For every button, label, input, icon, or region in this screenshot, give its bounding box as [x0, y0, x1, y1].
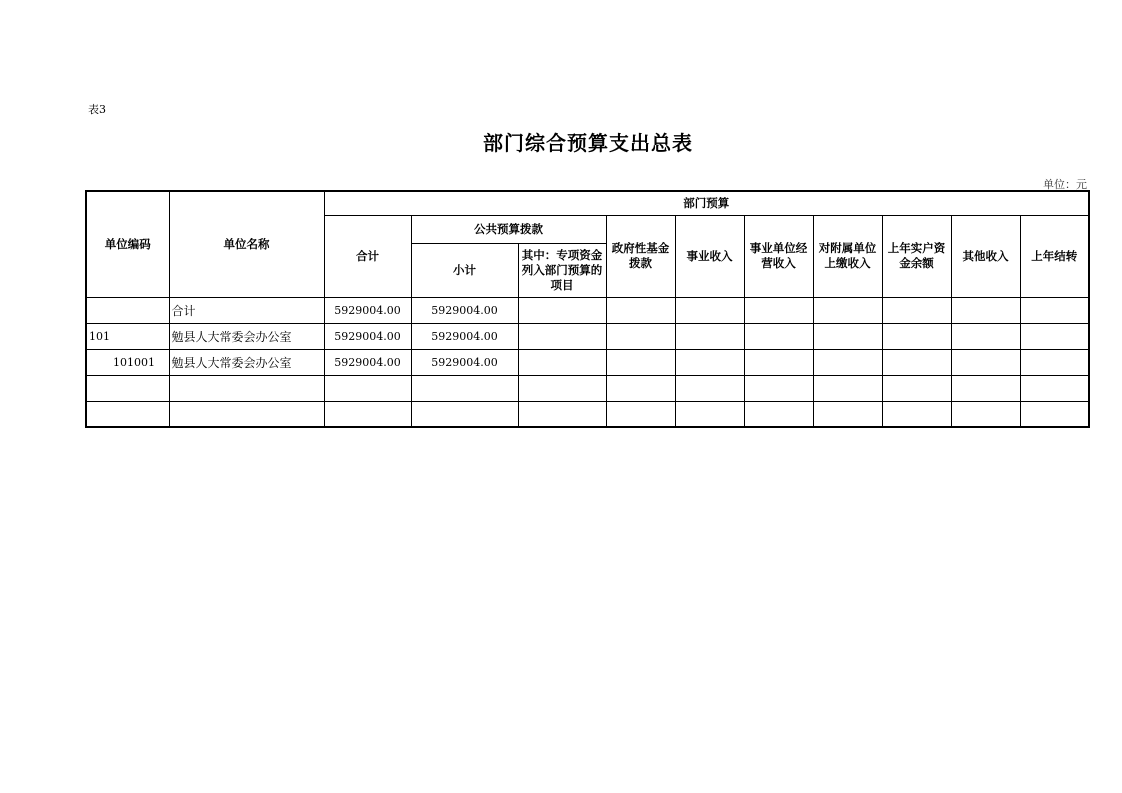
cell-empty — [744, 323, 813, 349]
table-number: 表3 — [88, 103, 106, 116]
cell-total: 5929004.00 — [324, 297, 411, 323]
header-public-budget: 公共预算拨款 — [411, 215, 606, 243]
cell-empty — [518, 349, 606, 375]
header-special-project: 其中：专项资金列入部门预算的项目 — [518, 243, 606, 297]
cell-name: 勉县人大常委会办公室 — [169, 323, 324, 349]
cell-empty — [606, 297, 675, 323]
header-last-year-balance: 上年实户资金余额 — [882, 215, 951, 297]
cell-empty — [744, 349, 813, 375]
cell-empty — [813, 349, 882, 375]
cell-empty — [882, 297, 951, 323]
header-other-income: 其他收入 — [951, 215, 1020, 297]
cell-total: 5929004.00 — [324, 349, 411, 375]
header-subtotal: 小计 — [411, 243, 518, 297]
cell-empty — [1020, 349, 1089, 375]
header-business-unit-income: 事业单位经营收入 — [744, 215, 813, 297]
cell-empty — [606, 323, 675, 349]
cell-empty — [951, 323, 1020, 349]
cell-empty — [675, 349, 744, 375]
cell-total: 5929004.00 — [324, 323, 411, 349]
cell-empty — [518, 297, 606, 323]
cell-empty — [951, 349, 1020, 375]
cell-subtotal: 5929004.00 — [411, 349, 518, 375]
cell-name: 合计 — [169, 297, 324, 323]
budget-table — [85, 190, 1090, 428]
table-row-empty — [86, 375, 1089, 401]
cell-subtotal: 5929004.00 — [411, 297, 518, 323]
table-row — [86, 349, 1089, 375]
header-dept-budget: 部门预算 — [324, 191, 1089, 215]
cell-code — [86, 297, 169, 323]
header-unit-name: 单位名称 — [169, 191, 324, 297]
page-title: 部门综合预算支出总表 — [483, 131, 693, 155]
cell-empty — [813, 323, 882, 349]
cell-empty — [813, 297, 882, 323]
cell-empty — [606, 349, 675, 375]
header-gov-fund: 政府性基金拨款 — [606, 215, 675, 297]
cell-empty — [675, 297, 744, 323]
cell-empty — [744, 297, 813, 323]
cell-code: 101001 — [86, 349, 169, 375]
cell-empty — [951, 297, 1020, 323]
cell-subtotal: 5929004.00 — [411, 323, 518, 349]
header-business-income: 事业收入 — [675, 215, 744, 297]
cell-name: 勉县人大常委会办公室 — [169, 349, 324, 375]
cell-empty — [882, 323, 951, 349]
unit-label: 单位：元 — [1043, 178, 1087, 191]
cell-empty — [1020, 297, 1089, 323]
cell-code: 101 — [86, 323, 169, 349]
header-row-1 — [86, 191, 1089, 215]
cell-empty — [518, 323, 606, 349]
header-last-year-carryover: 上年结转 — [1020, 215, 1089, 297]
table-row-empty — [86, 401, 1089, 427]
header-unit-code: 单位编码 — [86, 191, 169, 297]
cell-empty — [882, 349, 951, 375]
cell-empty — [1020, 323, 1089, 349]
table-row — [86, 323, 1089, 349]
table-row — [86, 297, 1089, 323]
header-total: 合计 — [324, 215, 411, 297]
header-affiliated-income: 对附属单位上缴收入 — [813, 215, 882, 297]
cell-empty — [675, 323, 744, 349]
